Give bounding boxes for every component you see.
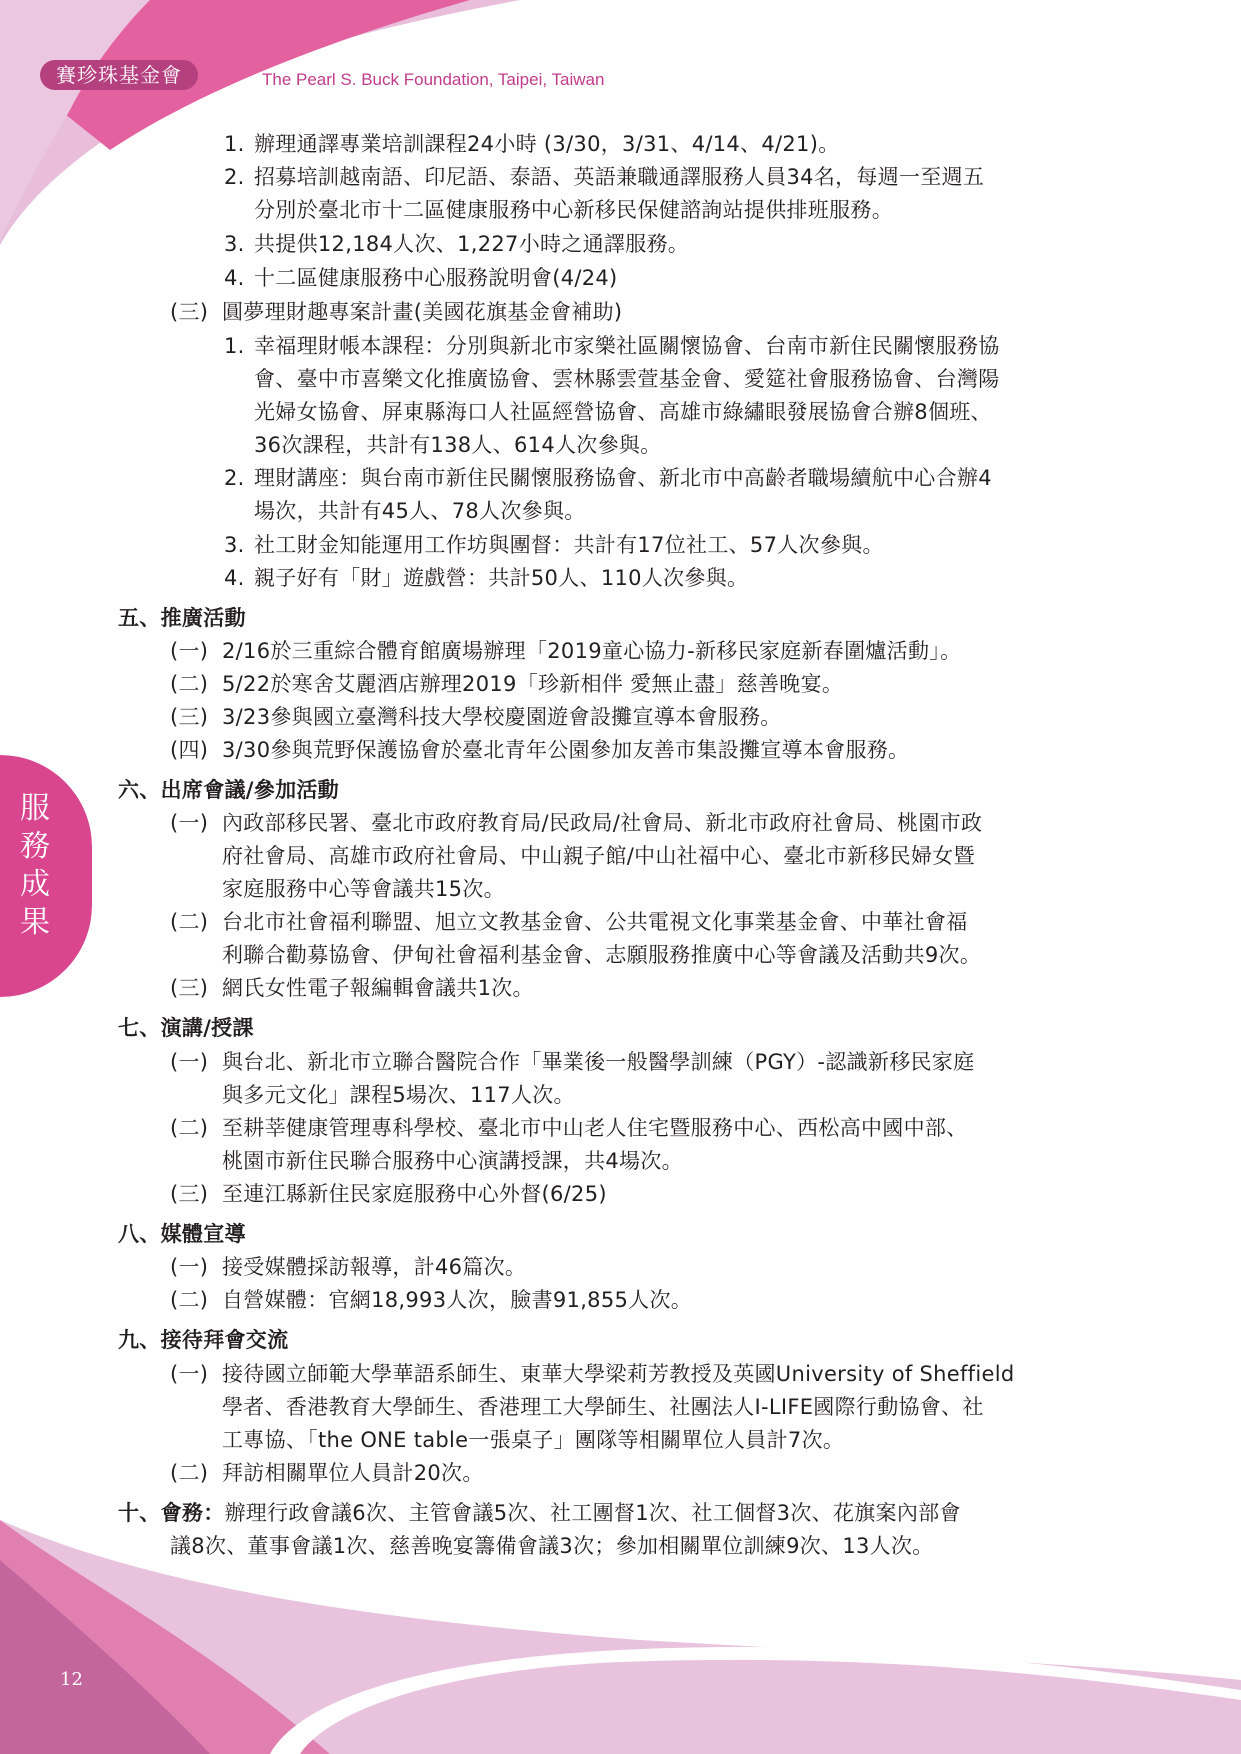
side-tab-label: 服務成果 bbox=[20, 791, 50, 940]
sub-item-marker: (二) bbox=[170, 910, 209, 934]
body-text-line: 接待國立師範大學華語系師生、東華大學梁莉芳教授及英國University of Sheffield bbox=[222, 1362, 1015, 1386]
sub-item-marker: (三) bbox=[170, 976, 209, 1000]
body-text-line: 5/22於寒舍艾麗酒店辦理2019「珍新相伴 愛無止盡」慈善晚宴。 bbox=[222, 672, 844, 696]
page-number: 12 bbox=[60, 1669, 83, 1690]
body-text-line: 社工財金知能運用工作坊與團督：共計有17位社工、57人次參與。 bbox=[254, 533, 884, 557]
sub-item-marker: (一) bbox=[170, 1255, 209, 1279]
body-text-line: 學者、香港教育大學師生、香港理工大學師生、社團法人I-LIFE國際行動協會、社 bbox=[222, 1395, 984, 1419]
sub-item-marker: (二) bbox=[170, 1461, 209, 1485]
sub-item-marker: (一) bbox=[170, 1362, 209, 1386]
body-text-line: 自營媒體：官網18,993人次，臉書91,855人次。 bbox=[222, 1288, 693, 1312]
body-text-line: 親子好有「財」遊戲營：共計50人、110人次參與。 bbox=[254, 566, 749, 590]
body-text-line: 共提供12,184人次、1,227小時之通譯服務。 bbox=[254, 232, 690, 256]
list-item-number: 4. bbox=[224, 266, 245, 290]
body-text-line: 3/23參與國立臺灣科技大學校慶園遊會設攤宣導本會服務。 bbox=[222, 705, 782, 729]
body-text-line: 辦理通譯專業培訓課程24小時 (3/30，3/31、4/14、4/21)。 bbox=[254, 132, 840, 156]
sub-item-marker: (一) bbox=[170, 811, 209, 835]
body-text-line: 與台北、新北市立聯合醫院合作「畢業後一般醫學訓練（PGY）-認識新移民家庭 bbox=[222, 1050, 975, 1074]
body-text-line: 與多元文化」課程5場次、117人次。 bbox=[222, 1083, 575, 1107]
list-item-number: 2. bbox=[224, 165, 245, 189]
body-text-line: 會、臺中市喜樂文化推廣協會、雲林縣雲萱基金會、愛筵社會服務協會、台灣陽 bbox=[254, 367, 1000, 391]
body-text-line: 至連江縣新住民家庭服務中心外督(6/25) bbox=[222, 1182, 607, 1206]
body-text-line: 利聯合勸募協會、伊甸社會福利基金會、志願服務推廣中心等會議及活動共9次。 bbox=[222, 943, 982, 967]
body-text-line: 內政部移民署、臺北市政府教育局/民政局/社會局、新北市政府社會局、桃園市政 bbox=[222, 811, 983, 835]
section-heading: 七、演講/授課 bbox=[118, 1016, 254, 1040]
body-text-line: 分別於臺北市十二區健康服務中心新移民保健諮詢站提供排班服務。 bbox=[254, 198, 893, 222]
body-text-line: 工專協、「the ONE table一張桌子」團隊等相關單位人員計7次。 bbox=[222, 1428, 845, 1452]
body-text-line: 場次，共計有45人、78人次參與。 bbox=[254, 499, 586, 523]
body-text-line: 接受媒體採訪報導，計46篇次。 bbox=[222, 1255, 527, 1279]
sub-item-marker: (四) bbox=[170, 738, 209, 762]
body-text-line: 議8次、董事會議1次、慈善晚宴籌備會議3次；參加相關單位訓練9次、13人次。 bbox=[170, 1534, 934, 1558]
sub-item-marker: (一) bbox=[170, 1050, 209, 1074]
sub-item-marker: (二) bbox=[170, 672, 209, 696]
body-text-line: 家庭服務中心等會議共15次。 bbox=[222, 877, 505, 901]
org-english-name: The Pearl S. Buck Foundation, Taipei, Taiwan bbox=[262, 70, 605, 89]
sub-item-marker: (二) bbox=[170, 1288, 209, 1312]
body-text-line: 台北市社會福利聯盟、旭立文教基金會、公共電視文化事業基金會、中華社會福 bbox=[222, 910, 968, 934]
list-item-number: 3. bbox=[224, 232, 245, 256]
body-text-line: 2/16於三重綜合體育館廣場辦理「2019童心協力-新移民家庭新春圍爐活動」。 bbox=[222, 639, 962, 663]
list-item-number: 1. bbox=[224, 132, 245, 156]
body-text-line: 十二區健康服務中心服務說明會(4/24) bbox=[254, 266, 618, 290]
body-text-line: 府社會局、高雄市政府社會局、中山親子館/中山社福中心、臺北市新移民婦女暨 bbox=[222, 844, 975, 868]
body-text-line: 招募培訓越南語、印尼語、泰語、英語兼職通譯服務人員34名，每週一至週五 bbox=[254, 165, 985, 189]
body-text-line: 桃園市新住民聯合服務中心演講授課，共4場次。 bbox=[222, 1149, 683, 1173]
body-text-line: 光婦女協會、屏東縣海口人社區經營協會、高雄市綠繡眼發展協會合辦8個班、 bbox=[254, 400, 992, 424]
body-text-line: 網氏女性電子報編輯會議共1次。 bbox=[222, 976, 534, 1000]
list-item-number: 1. bbox=[224, 334, 245, 358]
org-name-badge: 賽珍珠基金會 bbox=[40, 60, 198, 90]
sub-item-marker: (一) bbox=[170, 639, 209, 663]
body-text-line: 理財講座：與台南市新住民關懷服務協會、新北市中高齡者職場續航中心合辦4 bbox=[254, 466, 992, 490]
list-item-number: 4. bbox=[224, 566, 245, 590]
body-text-line: 幸福理財帳本課程：分別與新北市家樂社區關懷協會、台南市新住民關懷服務協 bbox=[254, 334, 1000, 358]
section-text: 辦理行政會議6次、主管會議5次、社工團督1次、社工個督3次、花旗案內部會 bbox=[224, 1501, 961, 1525]
sub-item-marker: (三) bbox=[170, 705, 209, 729]
sub-item-marker: (三) bbox=[170, 300, 209, 324]
body-text-line: 至耕莘健康管理專科學校、臺北市中山老人住宅暨服務中心、西松高中國中部、 bbox=[222, 1116, 968, 1140]
sub-item-marker: (二) bbox=[170, 1116, 209, 1140]
list-item-number: 2. bbox=[224, 466, 245, 490]
sub-item-marker: (三) bbox=[170, 1182, 209, 1206]
body-text-line: 3/30參與荒野保護協會於臺北青年公園參加友善市集設攤宣導本會服務。 bbox=[222, 738, 910, 762]
section-heading-inline bbox=[118, 1498, 961, 1528]
section-heading: 九、接待拜會交流 bbox=[118, 1328, 289, 1352]
body-text-line: 36次課程，共計有138人、614人次參與。 bbox=[254, 433, 662, 457]
section-heading: 十、會務： bbox=[118, 1501, 225, 1525]
section-heading: 五、推廣活動 bbox=[118, 606, 246, 630]
section-heading: 六、出席會議/參加活動 bbox=[118, 778, 339, 802]
body-text-line: 拜訪相關單位人員計20次。 bbox=[222, 1461, 484, 1485]
section-heading: 八、媒體宣導 bbox=[118, 1222, 246, 1246]
list-item-number: 3. bbox=[224, 533, 245, 557]
body-text-line: 圓夢理財趣專案計畫(美國花旗基金會補助) bbox=[222, 300, 623, 324]
